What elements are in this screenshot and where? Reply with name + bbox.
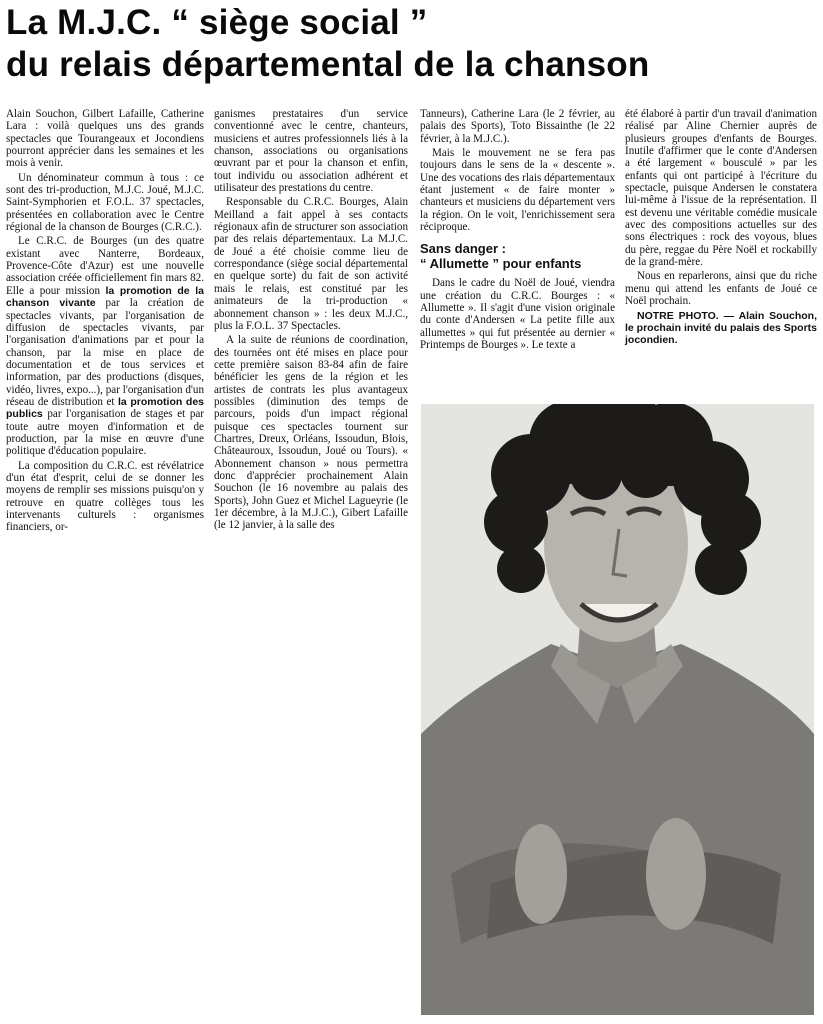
paragraph: Tanneurs), Catherine Lara (le 2 février, au palais des Sports), Toto Bissainthe (le 22 février, à la M.J.C.). [420,108,615,145]
article-column-1 [6,108,204,536]
headline [6,2,818,86]
subheading [420,241,615,271]
portrait-photo [421,404,814,1015]
article-column-2 [214,108,408,534]
article-column-3 [420,108,615,354]
paragraph: Alain Souchon, Gilbert Lafaille, Catherine Lara : voilà quelques uns des grands spectacles que Tourangeaux et Jocondiens pourront apprécier dans les semaines et les mois à venir. [6,108,204,170]
paragraph: La composition du C.R.C. est révélatrice d'un état d'esprit, celui de se donner les moyens de remplir ses missions puisqu'on y retrouve en quatre collèges tous les intervenants culturels : organismes financiers, or- [6,459,204,534]
paragraph: été élaboré à partir d'un travail d'animation réalisé par Aline Chernier auprès de plusieurs groupes d'enfants de Bourges. Inutile d'affirmer que le conte d'Andersen a été largement « bousculé » par les enfants qui ont participé à l'écriture du spectacle, puisque Andersen le constatera lui-même à l'issue de la représentation. Il est devenu une véritable comédie musicale avec des compositions actuelles sur des sons électriques : rock des voyous, blues du père, reggae du Père Noël et rockabilly de la grand-mère. [625,108,817,269]
headline-line-1: La M.J.C. “ siège social ” [6,3,428,42]
paragraph: A la suite de réunions de coordination, des tournées ont été mises en place pour cette première saison 83-84 afin de faire bénéficier les gens de la région et les artistes de contrats les plus avantageux possibles (diminution des temps de parcours, poids d'un impact régional puisque ces spectacles tournent sur Chartres, Dreux, Orléans, Issoudun, Blois, Châteauroux, Issoudun, Joué ou Tours). « Abonnement chanson » nous permettra donc d'apprécier prochainement Alain Souchon (le 16 novembre au palais des Sports), John Guez et Michel Lagueyrie (le 1er décembre, à la M.J.C.), Gibert Lafaille (le 12 janvier, à la salle des [214,334,408,532]
paragraph: Dans le cadre du Noël de Joué, viendra une création du C.R.C. Bourges : « Allumette ». Il s'agit d'une vision originale du conte d'Andersen « La petite fille aux allumettes » qui fut présentée au dernier « Printemps de Bourges ». Le texte a [420,277,615,352]
caption-lead: NOTRE PHOTO. — [637,309,735,322]
subheading-line-1: Sans danger : [420,241,506,257]
paragraph: Responsable du C.R.C. Bourges, Alain Meilland a fait appel à ses contacts régionaux afin de structurer son association par des relais départementaux. La M.J.C. de Joué a été choisie comme lieu de correspondance (siège social départemental en quelque sorte) du fait de son activité mais le relais, est constitué par les animateurs de la tri-production « abonnement chanson » : les deux M.J.C., plus la F.O.L. 37 Spectacles. [214,196,408,332]
article-column-4 [625,108,817,349]
paragraph: Un dénominateur commun à tous : ce sont des tri-production, M.J.C. Joué, M.J.C. Saint-Symphorien et F.O.L. 37 spectacles, présentées en collaboration avec le Centre régional de la chanson de Bourges (C.R.C.). [6,171,204,234]
caption-text: Alain Souchon, le prochain invité du palais des Sports jocondien. [625,309,817,347]
paragraph: Nous en reparlerons, ainsi que du riche menu qui attend les enfants de Joué ce Noël prochain. [625,270,817,308]
paragraph: Mais le mouvement ne se fera pas toujours dans le sens de la « descente ». Une des vocations des rlais départementaux étant justement « de faire monter » chanteurs et musiciens du département vers la région. On le voit, l'enrichissement sera réciproque. [420,147,615,234]
paragraph: Le C.R.C. de Bourges (un des quatre existant avec Nanterre, Bordeaux, Provence-Côte d'Azur) est une nouvelle association créée officiellement fin mars 82. Elle a pour mission la promotion de la chanson vivante par la création de spectacles vivants, par l'organisation de diffusion de spectacles vivants, par l'organisation d'animations par et pour la chanson, par la mise en place de documentation et de tous services et information, par des productions (disques, vidéo, livres, expo...), par l'organisation d'un réseau de distribution et la promotion des publics par l'organisation de stages et par toute autre moyen d'information et de production, par la mise en œuvre d'une politique d'éducation populaire. [6,235,205,458]
paragraph: ganismes prestataires d'un service conventionné avec le centre, chanteurs, musiciens et autres professionnels liés à la chanson, associations ou organisations œuvrant par et pour la chanson et enfin, tout individu ou association adhérent et utilisateur des prestations du centre. [214,108,408,195]
bold-phrase: la promotion des publics [6,395,205,421]
photo-caption [625,310,817,347]
subheading-line-2: “ Allumette ” pour enfants [420,256,582,272]
headline-line-2: du relais départemental de la chanson [6,45,650,84]
bold-phrase: la promotion de la chanson vivante [6,284,204,310]
